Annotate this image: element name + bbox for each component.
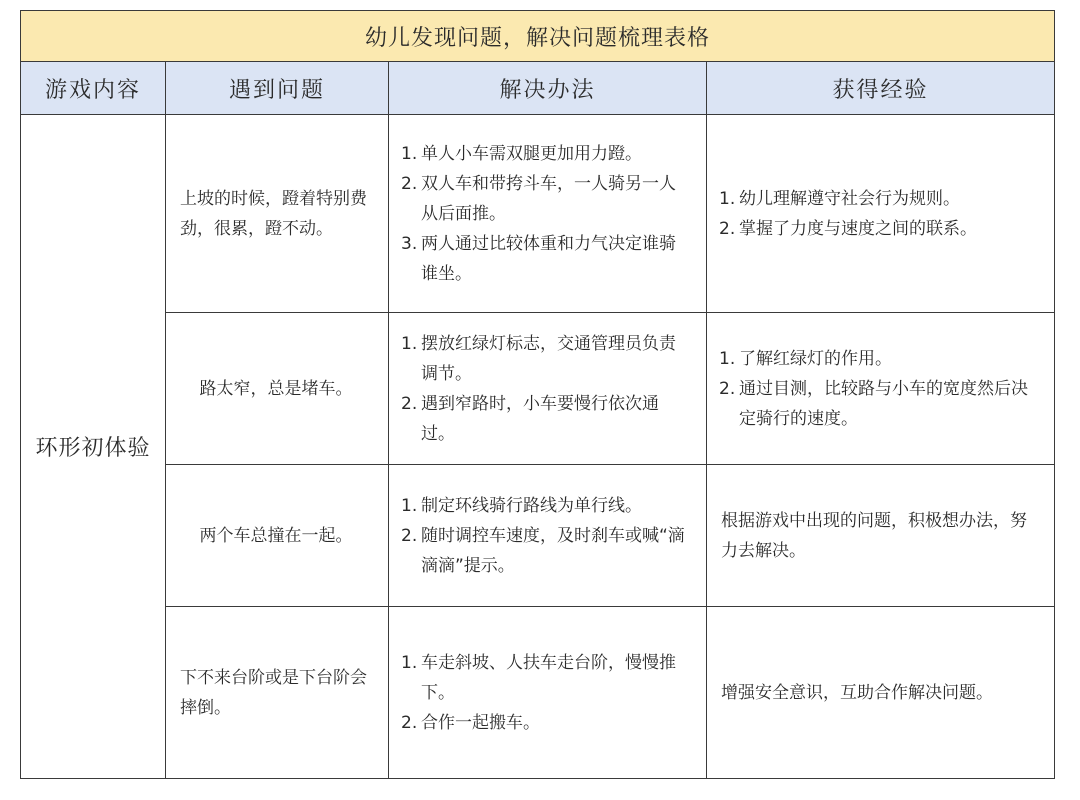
- list-item: [401, 139, 692, 169]
- item-text: 两人通过比较体重和力气决定谁骑谁坐。: [421, 233, 676, 284]
- list-item: [719, 344, 1040, 374]
- problem-cell: [166, 465, 389, 607]
- problem-text: 下不来台阶或是下台阶会摔倒。: [180, 667, 367, 718]
- item-number: 2.: [401, 712, 418, 733]
- solution-cell: [389, 607, 707, 779]
- table-row: [21, 465, 1055, 607]
- item-number: 1.: [719, 188, 736, 209]
- item-text: 车走斜坡、人扶车走台阶，慢慢推下。: [421, 652, 676, 703]
- list-item: [719, 374, 1040, 434]
- header-row: [21, 62, 1055, 115]
- header-game-content: 游戏内容: [21, 62, 166, 115]
- table-title: 幼儿发现问题，解决问题梳理表格: [21, 11, 1055, 62]
- title-row: [21, 11, 1055, 62]
- solution-list: [401, 139, 692, 289]
- experience-cell: [707, 115, 1055, 313]
- summary-table: [20, 10, 1055, 779]
- table-row: [21, 607, 1055, 779]
- list-item: [401, 521, 692, 581]
- item-text: 摆放红绿灯标志，交通管理员负责调节。: [421, 333, 676, 384]
- item-text: 随时调控车速度，及时刹车或喊“滴滴滴”提示。: [421, 525, 685, 576]
- item-text: 制定环线骑行路线为单行线。: [421, 495, 642, 516]
- solution-cell: [389, 313, 707, 465]
- item-number: 1.: [401, 143, 418, 164]
- problem-text: 路太窄，总是堵车。: [199, 378, 353, 399]
- solution-cell: [389, 465, 707, 607]
- solution-list: [401, 329, 692, 449]
- summary-table-sheet: [20, 10, 1054, 779]
- list-item: [401, 648, 692, 708]
- table-row: [21, 313, 1055, 465]
- item-text: 了解红绿灯的作用。: [739, 348, 892, 369]
- item-number: 2.: [401, 525, 418, 546]
- item-text: 双人车和带挎斗车，一人骑另一人从后面推。: [421, 173, 676, 224]
- list-item: [401, 708, 692, 738]
- item-text: 掌握了力度与速度之间的联系。: [739, 218, 977, 239]
- experience-text: 根据游戏中出现的问题，积极想办法，努力去解决。: [721, 510, 1027, 561]
- header-problems: 遇到问题: [166, 62, 389, 115]
- item-number: 1.: [401, 495, 418, 516]
- item-number: 1.: [401, 333, 418, 354]
- item-number: 1.: [401, 652, 418, 673]
- solution-cell: [389, 115, 707, 313]
- list-item: [719, 214, 1040, 244]
- list-item: [401, 229, 692, 289]
- experience-cell: [707, 313, 1055, 465]
- list-item: [401, 329, 692, 389]
- solution-list: [401, 491, 692, 581]
- problem-text: 两个车总撞在一起。: [199, 525, 353, 546]
- item-number: 2.: [719, 218, 736, 239]
- item-number: 2.: [401, 393, 418, 414]
- item-number: 1.: [719, 348, 736, 369]
- game-content-cell: 环形初体验: [21, 115, 166, 779]
- item-text: 遇到窄路时，小车要慢行依次通过。: [421, 393, 659, 444]
- item-text: 通过目测，比较路与小车的宽度然后决定骑行的速度。: [739, 378, 1028, 429]
- experience-cell: [707, 607, 1055, 779]
- item-number: 2.: [719, 378, 736, 399]
- table-row: [21, 115, 1055, 313]
- item-number: 2.: [401, 173, 418, 194]
- problem-cell: [166, 607, 389, 779]
- list-item: [719, 184, 1040, 214]
- list-item: [401, 169, 692, 229]
- list-item: [401, 389, 692, 449]
- item-text: 幼儿理解遵守社会行为规则。: [739, 188, 960, 209]
- header-experience: 获得经验: [707, 62, 1055, 115]
- item-text: 合作一起搬车。: [421, 712, 540, 733]
- item-text: 单人小车需双腿更加用力蹬。: [421, 143, 642, 164]
- problem-cell: [166, 313, 389, 465]
- experience-list: [719, 184, 1040, 244]
- problem-text: 上坡的时候，蹬着特别费劲，很累，蹬不动。: [180, 188, 367, 239]
- item-number: 3.: [401, 233, 418, 254]
- experience-cell: [707, 465, 1055, 607]
- problem-cell: [166, 115, 389, 313]
- list-item: [401, 491, 692, 521]
- experience-text: 增强安全意识，互助合作解决问题。: [721, 682, 993, 703]
- solution-list: [401, 648, 692, 738]
- header-solutions: 解决办法: [389, 62, 707, 115]
- experience-list: [719, 344, 1040, 434]
